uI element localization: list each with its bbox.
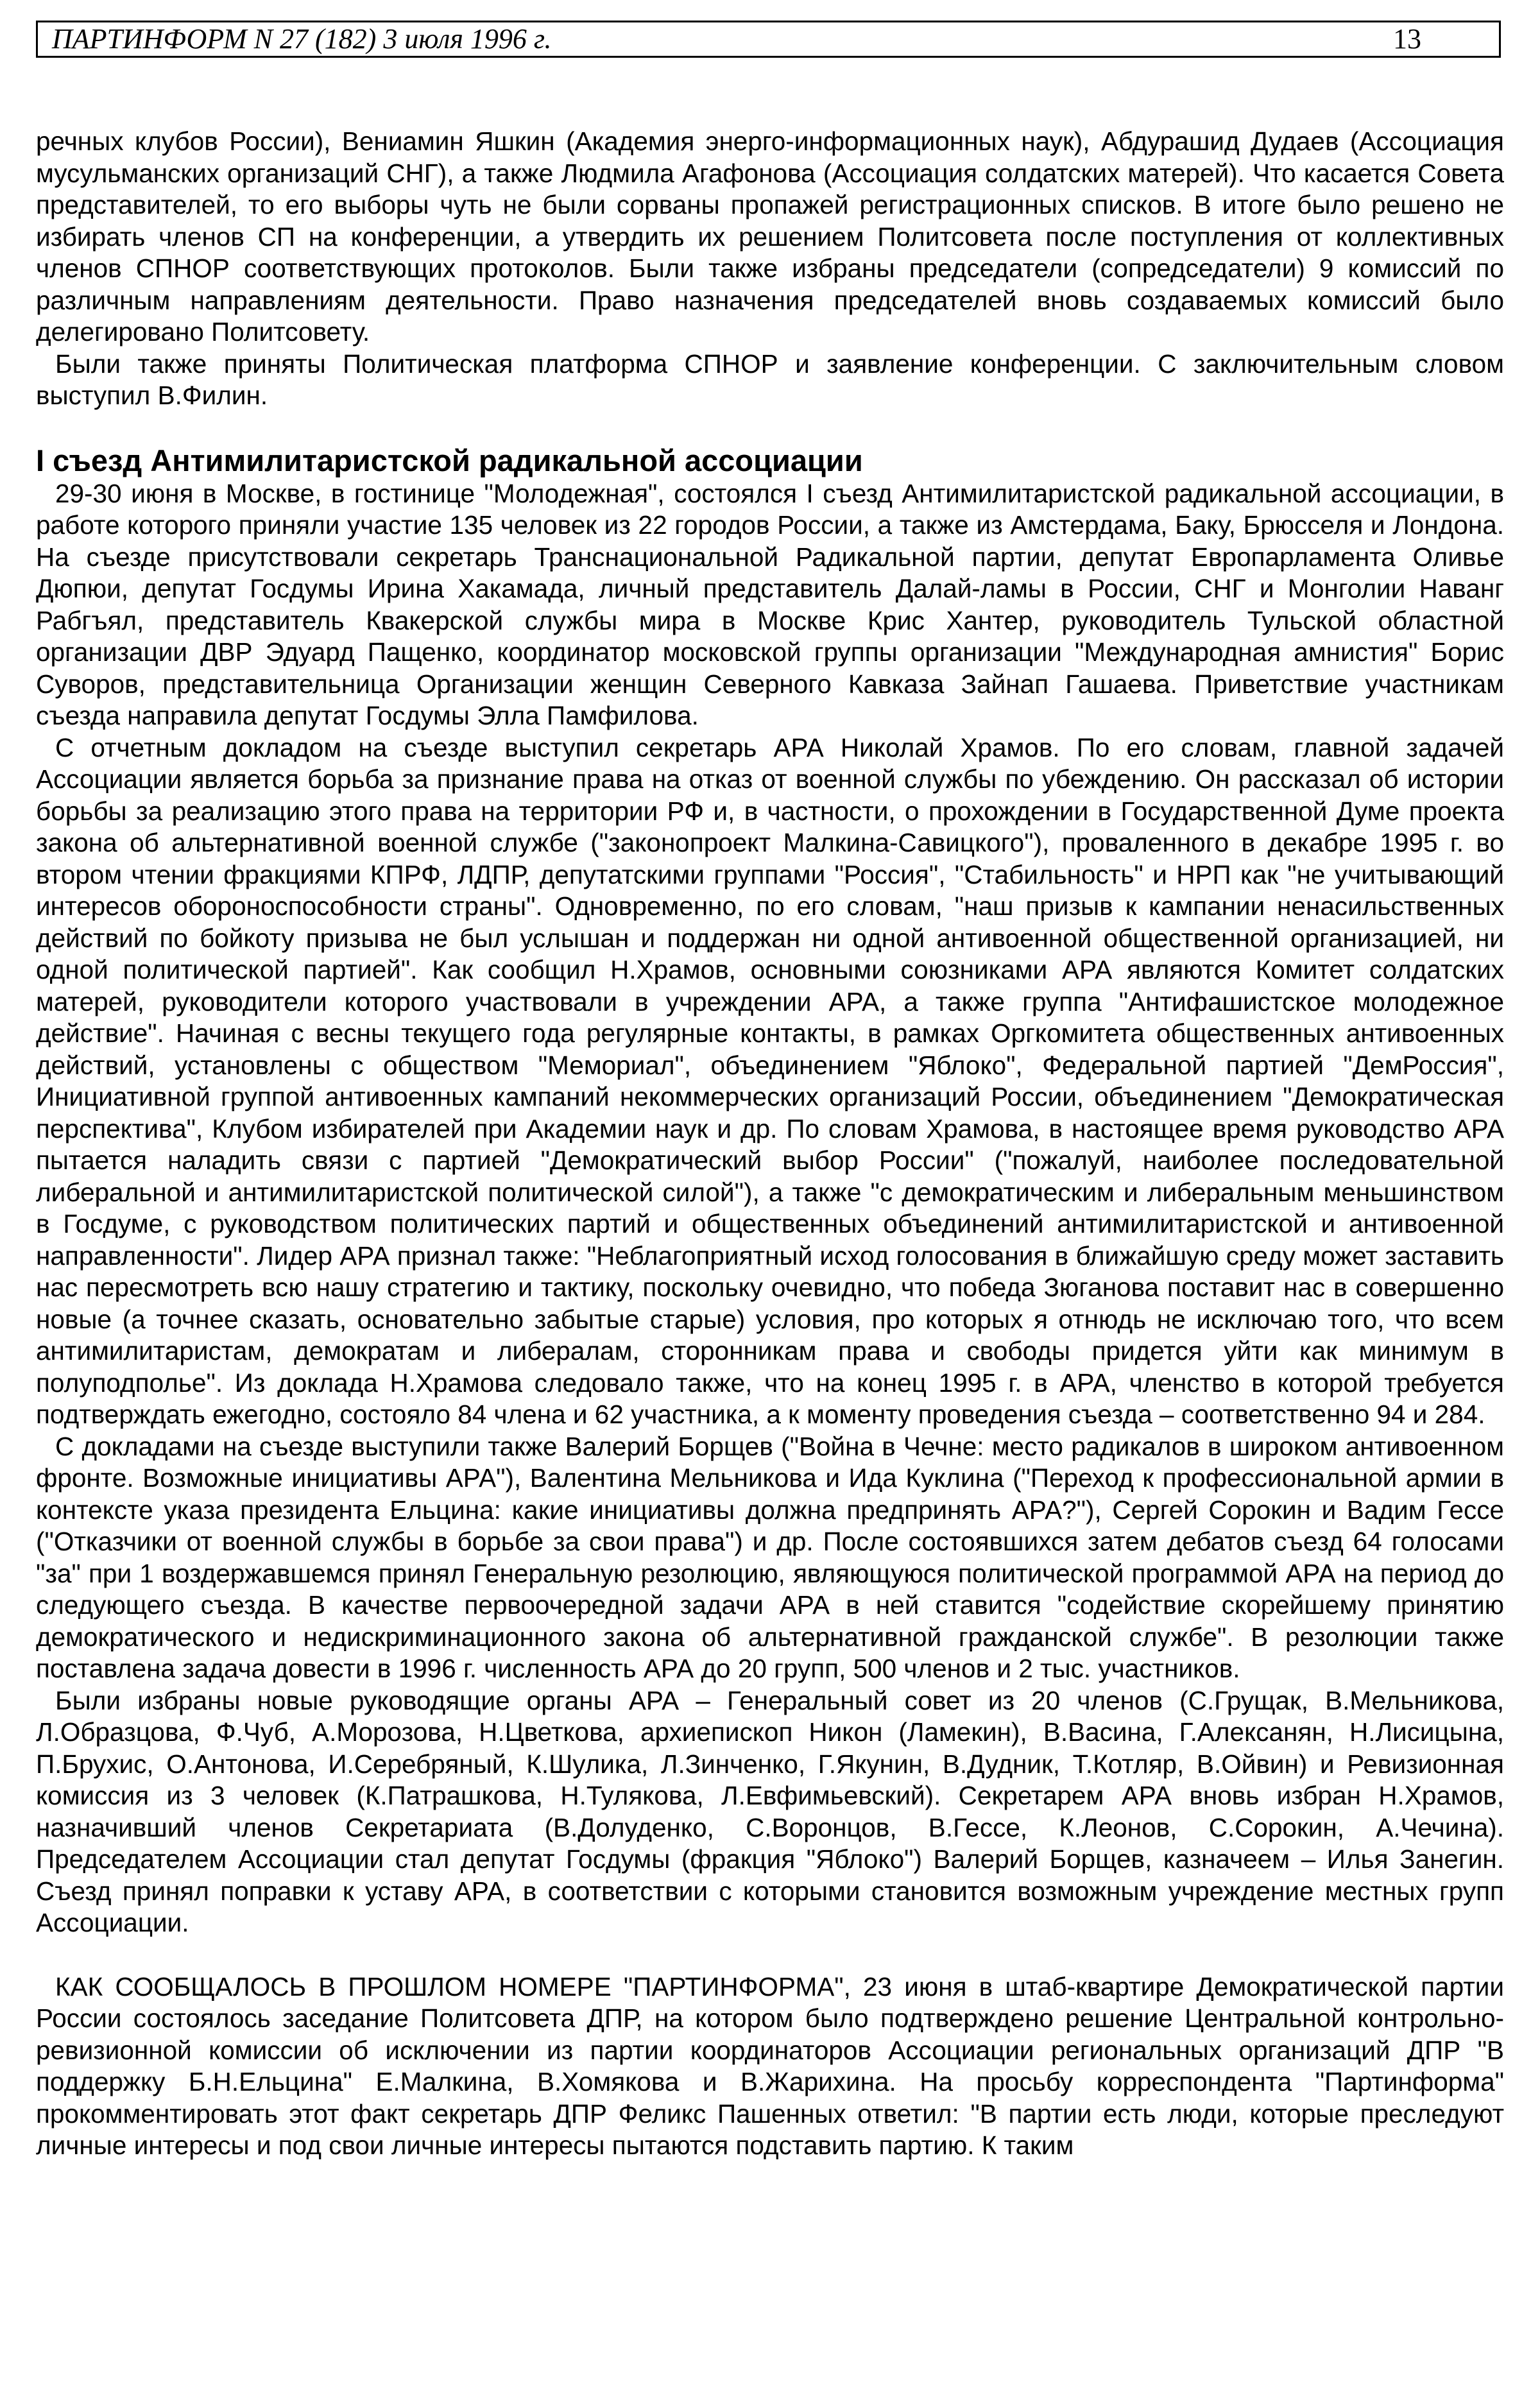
- publication-title: ПАРТИНФОРМ N 27 (182) 3 июля 1996 г.: [52, 23, 552, 55]
- article-body: [36, 126, 1504, 2162]
- page-header: [36, 21, 1501, 58]
- page-number: 13: [1393, 23, 1421, 55]
- news-paragraph: КАК СООБЩАЛОСЬ В ПРОШЛОМ НОМЕРЕ "ПАРТИНФОРМА", 23 июня в штаб-квартире Демократической партии России состоялось заседание Политсовета ДПР, на котором было подтверждено решение Центральной контрольно-ревизионной комиссии об исключении из партии координаторов Ассоциации региональных организаций ДПР "В поддержку Б.Н.Ельцина" Е.Малкина, В.Хомякова и В.Жарихина. На просьбу корреспондента "Партинформа" прокомментировать этот факт секретарь ДПР Феликс Пашенных ответил: "В партии есть люди, которые преследуют личные интересы и под свои личные интересы пытаются подставить партию. К таким: [36, 1971, 1504, 2160]
- article-paragraph: С докладами на съезде выступили также Валерий Борщев ("Война в Чечне: место радикалов в широком антивоенном фронте. Возможные инициативы АРА"), Валентина Мельникова и Ида Куклина ("Переход к профессиональной армии в контексте указа президента Ельцина: какие инициативы должна предпринять АРА?"), Сергей Сорокин и Вадим Гессе ("Отказчики от военной службы в борьбе за свои права") и др. После состоявшихся затем дебатов съезд 64 голосами "за" при 1 воздержавшемся принял Генеральную резолюцию, являющуюся политической программой АРА на период до следующего съезда. В качестве первоочередной задачи АРА в ней ставится "содействие скорейшему принятию демократического и недискриминационного закона об альтернативной гражданской службе". В резолюции также поставлена задача довести в 1996 г. численность АРА до 20 групп, 500 членов и 2 тыс. участников.: [36, 1431, 1504, 1683]
- continuation-paragraph: речных клубов России), Вениамин Яшкин (Академия энерго-информационных наук), Абдурашид Дудаев (Ассоциация мусульманских организаций СНГ), а также Людмила Агафонова (Ассоциация солдатских матерей). Что касается Совета представителей, то его выборы чуть не были сорваны пропажей регистрационных списков. В итоге было решено не избирать членов СП на конференции, а утвердить их решением Политсовета после поступления от коллективных членов СПНОР соответствующих протоколов. Были также избраны председатели (сопредседатели) 9 комиссий по различным направлениям деятельности. Право назначения председателей вновь создаваемых комиссий было делегировано Политсовету.: [36, 126, 1504, 347]
- article-paragraph: Были избраны новые руководящие органы АРА – Генеральный совет из 20 членов (С.Грущак, В.Мельникова, Л.Образцова, Ф.Чуб, А.Морозова, Н.Цветкова, архиепископ Никон (Ламекин), В.Васина, Г.Алексанян, Н.Лисицына, П.Брухис, О.Антонова, И.Серебряный, К.Шулика, Л.Зинченко, Г.Якунин, В.Дудник, Т.Котляр, В.Ойвин) и Ревизионная комиссия из 3 человек (К.Патрашкова, Н.Тулякова, Л.Евфимьевский). Секретарем АРА вновь избран Н.Храмов, назначивший членов Секретариата (В.Долуденко, С.Воронцов, В.Гессе, К.Леонов, С.Сорокин, А.Чечина). Председателем Ассоциации стал депутат Госдумы (фракция "Яблоко") Валерий Борщев, казначеем – Илья Занегин. Съезд принял поправки к уставу АРА, в соответствии с которыми становится возможным учреждение местных групп Ассоциации.: [36, 1685, 1504, 1937]
- article-paragraph: 29-30 июня в Москве, в гостинице "Молодежная", состоялся I съезд Антимилитаристской радикальной ассоциации, в работе которого приняли участие 135 человек из 22 городов России, а также из Амстердама, Баку, Брюсселя и Лондона. На съезде присутствовали секретарь Транснациональной Радикальной партии, депутат Европарламента Оливье Дюпюи, депутат Госдумы Ирина Хакамада, личный представитель Далай-ламы в России, СНГ и Монголии Наванг Рабгъял, представитель Квакерской службы мира в Москве Крис Хантер, руководитель Тульской областной организации ДВР Эдуард Пащенко, координатор московской группы организации "Международная амнистия" Борис Суворов, представительница Организации женщин Северного Кавказа Зайнап Гашаева. Приветствие участникам съезда направила депутат Госдумы Элла Памфилова.: [36, 478, 1504, 730]
- article-heading: I съезд Антимилитаристской радикальной ассоциации: [36, 443, 863, 477]
- section-spacer: [36, 1939, 1504, 1971]
- continuation-paragraph: Были также приняты Политическая платформа СПНОР и заявление конференции. С заключительным словом выступил В.Филин.: [36, 348, 1504, 410]
- article-paragraph: С отчетным докладом на съезде выступил секретарь АРА Николай Храмов. По его словам, главной задачей Ассоциации является борьба за признание права на отказ от военной службы по убеждению. Он рассказал об истории борьбы за реализацию этого права на территории РФ и, в частности, о прохождении в Государственной Думе проекта закона об альтернативной военной службе ("законопроект Малкина-Савицкого"), проваленного в декабре 1995 г. во втором чтении фракциями КПРФ, ЛДПР, депутатскими группами "Россия", "Стабильность" и НРП как "не учитывающий интересов обороноспособности страны". Одновременно, по его словам, "наш призыв к кампании ненасильственных действий по бойкоту призыва не был услышан и поддержан ни одной антивоенной общественной организацией, ни одной политической партией". Как сообщил Н.Храмов, основными союзниками АРА являются Комитет солдатских матерей, руководители которого участвовали в учреждении АРА, а также группа "Антифашистское молодежное действие". Начиная с весны текущего года регулярные контакты, в рамках Оргкомитета общественных антивоенных действий, установлены с обществом "Мемориал", объединением "Яблоко", Федеральной партией "ДемРоссия", Инициативной группой антивоенных кампаний некоммерческих организаций России, объединением "Демократическая перспектива", Клубом избирателей при Академии наук и др. По словам Храмова, в настоящее время руководство АРА пытается наладить связи с партией "Демократический выбор России" ("пожалуй, наиболее последовательной либеральной и антимилитаристской политической силой"), а также "с демократическим и либеральным меньшинством в Госдуме, с руководством политических партий и общественных объединений антимилитаристской и антивоенной направленности". Лидер АРА признал также: "Неблагоприятный исход голосования в ближайшую среду может заставить нас пересмотреть всю нашу стратегию и тактику, поскольку очевидно, что победа Зюганова поставит нас в совершенно новые (а точнее сказать, основательно забытые старые) условия, про которых я отнюдь не исключаю того, что всем антимилитаристам, демократам и либералам, сторонникам права и свободы придется уйти как минимум в полуподполье". Из доклада Н.Храмова следовало также, что на конец 1995 г. в АРА, членство в которой требуется подтверждать ежегодно, состояло 84 члена и 62 участника, а к моменту проведения съезда – соответственно 94 и 284.: [36, 732, 1504, 1429]
